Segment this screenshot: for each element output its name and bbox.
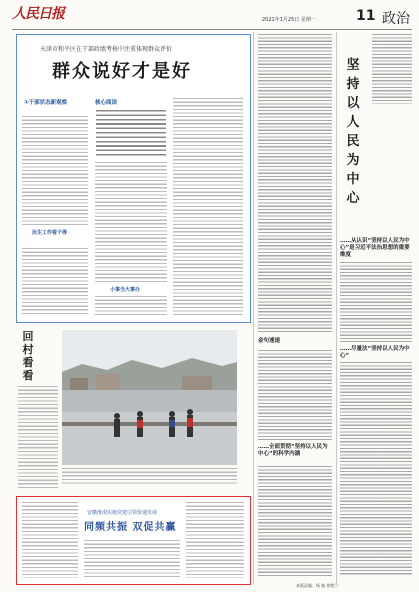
middle-column-text (258, 34, 332, 334)
middle-column-text-2 (258, 350, 332, 440)
core-reading-text (96, 110, 166, 156)
photo-caption (62, 468, 237, 486)
photo-illustration (62, 330, 237, 465)
middle-column-text-3 (258, 466, 332, 576)
page-number: 11 (356, 8, 376, 24)
feature-body-col2 (95, 162, 167, 282)
core-reading-heading: 核心阅读 (95, 100, 118, 106)
feature-body-col2b (95, 296, 167, 316)
commentary-vertical-headline: 坚持以人民为中心 (346, 58, 360, 206)
right-subhead-2: ……尽量法“坚持以人民为中心” (340, 346, 410, 359)
highlighted-body-left (22, 502, 78, 578)
column-divider (253, 32, 254, 584)
highlighted-body-right (186, 502, 244, 578)
section-name: 政治 (382, 11, 410, 27)
highlighted-body-center (84, 540, 180, 578)
right-text-1 (340, 262, 412, 342)
feature-body-col1 (22, 116, 88, 226)
village-feature-title: 回村看看 (22, 330, 34, 382)
masthead (12, 3, 412, 29)
page-editors: 本版责编：杨 帆 徐铭兰 (296, 583, 339, 588)
masthead-rule (12, 29, 412, 30)
feature-kicker: 天津市和平区在干部政绩考核中注重体现群众评价 (40, 46, 173, 53)
village-feature-text (18, 386, 58, 490)
column-divider-2 (336, 32, 337, 584)
middle-subhead: 金句速递 (258, 338, 281, 344)
feature-body-col1b (22, 248, 88, 316)
dateline: 2021年1月25日 星期一 (262, 17, 316, 23)
middle-subhead-2: ……全面贯彻“坚持以人民为中心”的科学内涵 (258, 444, 328, 457)
highlighted-headline: 同频共振 双促共赢 (84, 522, 177, 533)
feature-headline: 群众说好才是好 (52, 61, 192, 82)
feature-subhead-b: 小事当大事办 (110, 287, 141, 293)
news-photo (62, 330, 237, 465)
feature-body-col3 (173, 98, 243, 316)
newspaper-logo: 人民日报 (12, 6, 64, 22)
right-top-text (372, 34, 412, 104)
right-text-2 (340, 362, 412, 576)
highlighted-kicker: 安徽淮南实施党建引领快速发展 (87, 510, 158, 516)
feature-subhead-a: 民生工作看干得 (32, 230, 68, 236)
feature-series-label: ①干部状态新观察 (24, 100, 68, 106)
right-subhead-1: ……从认识“坚持以人民为中心”是习近平法治思想的重要维度 (340, 238, 410, 258)
